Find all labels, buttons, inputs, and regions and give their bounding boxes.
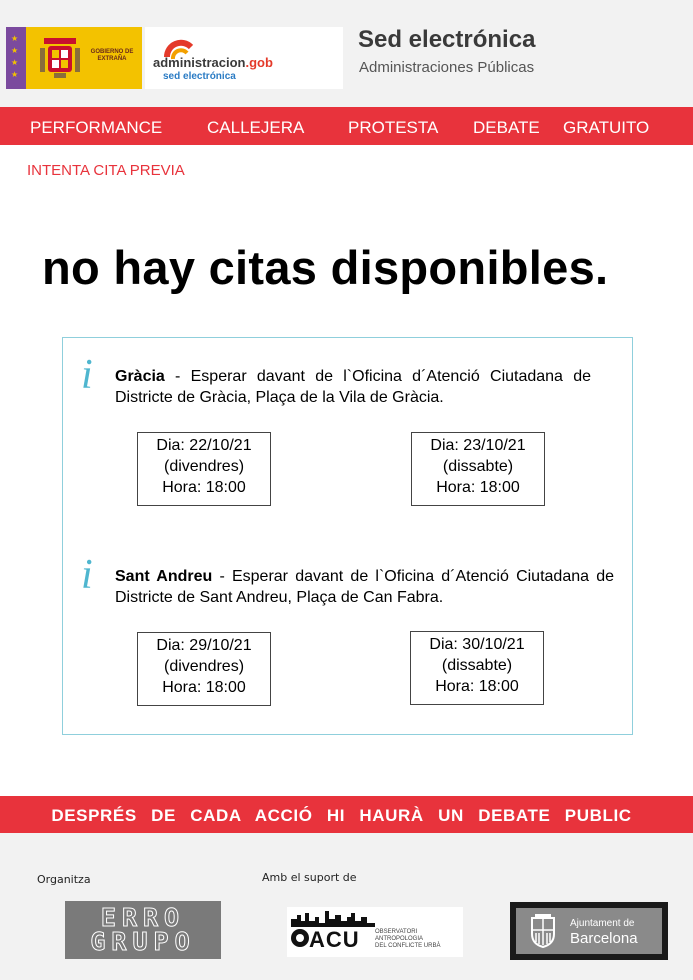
date-day: Dia: 30/10/21 [429,636,525,653]
intenta-cita-previa-link[interactable]: INTENTA CITA PREVIA [27,162,185,179]
star-icon: ★ [11,58,19,67]
location-sant-andreu [115,566,614,608]
sede-electronica-subtext: sed electrónica [163,71,236,82]
date-weekday: (divendres) [163,458,245,475]
acu-logo[interactable] [287,907,463,957]
bcn-line-1: Ajuntament de [570,918,635,929]
date-day: Dia: 22/10/21 [156,437,252,454]
date-day: Dia: 23/10/21 [430,437,526,454]
nav-item-callejera[interactable]: CALLEJERA [207,118,305,137]
info-panel [62,337,633,735]
date-box-gracia-1 [137,432,271,506]
date-hour: Hora: 18:00 [436,479,520,496]
nav-item-gratuito[interactable]: GRATUITO [563,118,650,137]
nav-item-protesta[interactable]: PROTESTA [348,118,439,137]
administracion-main: administracion [153,55,246,70]
administracion-text [153,55,273,70]
skyline-icon [291,909,375,927]
acu-subtitle-line: DEL CONFLICTE URBÀ [375,943,441,949]
acu-text: ACU [309,927,360,952]
star-icon: ★ [11,70,19,79]
erro-line-2: GRUPO [90,927,196,956]
erro-grupo-logo[interactable] [65,901,221,959]
acu-ring-icon [291,929,309,947]
site-title: Sed electrónica [358,26,536,53]
location-name: Sant Andreu [115,568,213,585]
nav-item-debate[interactable]: DEBATE [473,118,540,137]
debate-banner [0,796,693,833]
date-box-sant-andreu-1 [137,632,271,706]
date-box-gracia-2 [411,432,545,506]
location-gracia [115,366,591,408]
page-headline: no hay citas disponibles. [42,241,609,294]
header [0,0,693,107]
date-day: Dia: 29/10/21 [156,637,252,654]
date-hour: Hora: 18:00 [162,479,246,496]
date-hour: Hora: 18:00 [162,679,246,696]
suport-label: Amb el suport de [262,871,357,884]
ajuntament-barcelona-logo[interactable] [510,902,668,960]
acu-subtitle-line: OBSERVATORI [375,929,418,935]
eu-stripe [6,27,26,89]
nav-bar [0,107,693,145]
acu-subtitle [375,929,440,950]
gob-suffix: .gob [245,55,273,70]
barcelona-crest-icon [530,914,556,948]
location-name: Gràcia [115,368,165,385]
date-weekday: (dissabte) [441,657,513,674]
acu-subtitle-line: ANTROPOLOGIA [375,936,424,942]
date-weekday: (dissabte) [442,458,514,475]
bcn-logo-inner [516,908,662,954]
date-weekday: (divendres) [163,658,245,675]
administracion-logo[interactable] [145,27,343,89]
info-icon: i [81,552,93,598]
info-icon: i [81,352,93,398]
star-icon: ★ [11,46,19,55]
footer [0,833,693,980]
date-hour: Hora: 18:00 [435,678,519,695]
debate-banner-text: DESPRÉS DE CADA ACCIÓ HI HAURÀ UN DEBATE PUBLIC [51,806,632,825]
nav-item-performance[interactable]: PERFORMANCE [30,118,163,137]
star-icon: ★ [11,34,19,43]
gobierno-logo[interactable] [6,27,142,89]
erro-line-1: ERRO [100,903,186,932]
site-subtitle: Administraciones Públicas [359,59,535,76]
date-box-sant-andreu-2 [410,631,544,705]
gobierno-text: GOBIERNO DE EXTRAÑA [90,49,134,62]
coat-of-arms-icon [40,36,80,80]
location-description: - Esperar davant de l`Oficina d´Atenció Ciutadana de Districte de Sant Andreu, Plaça de Can Fabra. [115,568,615,606]
location-description: - Esperar davant de l`Oficina d´Atenció Ciutadana de Districte de Gràcia, Plaça de la Vila de Gràcia. [115,368,591,406]
organitza-label: Organitza [37,873,91,886]
bcn-line-2: Barcelona [570,930,638,947]
